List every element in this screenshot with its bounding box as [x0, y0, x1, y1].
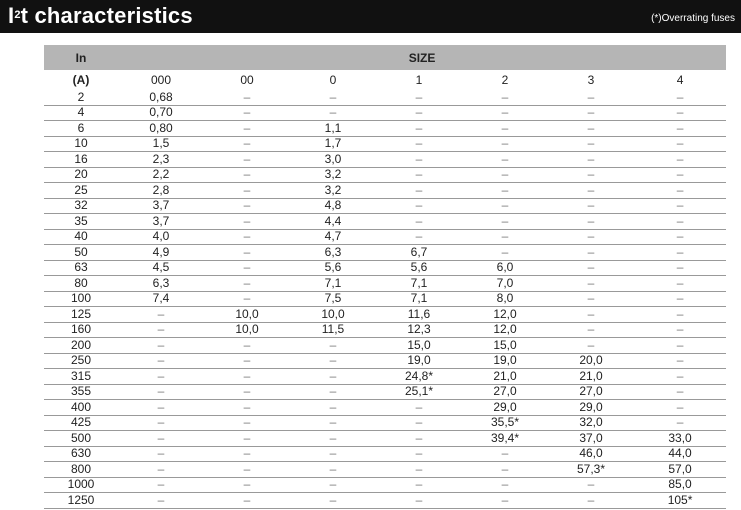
i2t-value-cell: 2,2 [118, 167, 204, 183]
i2t-value-cell: 35,5* [462, 415, 548, 431]
i2t-value-cell: – [376, 183, 462, 199]
i2t-value-cell: 10,0 [204, 307, 290, 323]
table-row [44, 152, 726, 168]
table-row [44, 121, 726, 137]
i2t-value-cell: – [204, 400, 290, 416]
i2t-value-cell: – [290, 462, 376, 478]
i2t-value-cell: 57,3* [548, 462, 634, 478]
i2t-value-cell: 7,1 [376, 276, 462, 292]
i2t-value-cell: – [204, 384, 290, 400]
i2t-value-cell: 2,8 [118, 183, 204, 199]
i2t-value-cell: – [290, 384, 376, 400]
i2t-value-cell: – [548, 477, 634, 493]
rated-current-cell: 2 [44, 90, 118, 105]
title-bar [0, 0, 741, 33]
i2t-value-cell: – [462, 121, 548, 137]
rated-current-cell: 80 [44, 276, 118, 292]
table-row [44, 384, 726, 400]
title-letter: I [8, 3, 15, 28]
i2t-value-cell: – [204, 415, 290, 431]
i2t-value-cell: – [634, 229, 726, 245]
i2t-value-cell: 29,0 [548, 400, 634, 416]
i2t-value-cell: 7,4 [118, 291, 204, 307]
i2t-value-cell: – [634, 369, 726, 385]
i2t-value-cell: – [462, 493, 548, 509]
i2t-value-cell: – [376, 90, 462, 105]
i2t-value-cell: – [376, 214, 462, 230]
i2t-value-cell: 7,1 [290, 276, 376, 292]
i2t-value-cell: – [548, 338, 634, 354]
i2t-value-cell: – [548, 198, 634, 214]
i2t-value-cell: – [204, 136, 290, 152]
i2t-value-cell: 39,4* [462, 431, 548, 447]
rated-current-cell: 16 [44, 152, 118, 168]
i2t-value-cell: 4,9 [118, 245, 204, 261]
title-text: t characteristics [20, 3, 193, 28]
i2t-value-cell: – [634, 105, 726, 121]
i2t-value-cell: 21,0 [548, 369, 634, 385]
i2t-value-cell: 29,0 [462, 400, 548, 416]
rated-current-cell: 40 [44, 229, 118, 245]
i2t-value-cell: – [204, 167, 290, 183]
i2t-value-cell: – [204, 276, 290, 292]
rated-current-cell: 32 [44, 198, 118, 214]
i2t-value-cell: 1,5 [118, 136, 204, 152]
table-row [44, 369, 726, 385]
i2t-value-cell: – [204, 477, 290, 493]
i2t-value-cell: – [548, 307, 634, 323]
in-header: In [44, 45, 118, 70]
table-row [44, 90, 726, 105]
i2t-value-cell: – [118, 353, 204, 369]
i2t-value-cell: 27,0 [548, 384, 634, 400]
size-column-header: 4 [676, 73, 684, 87]
size-column-header: 0 [329, 73, 337, 87]
i2t-value-cell: – [462, 152, 548, 168]
i2t-value-cell: – [548, 105, 634, 121]
i2t-value-cell: – [376, 198, 462, 214]
i2t-value-cell: – [290, 400, 376, 416]
i2t-value-cell: – [634, 384, 726, 400]
i2t-value-cell: – [462, 105, 548, 121]
i2t-value-cell: 3,2 [290, 167, 376, 183]
i2t-value-cell: 2,3 [118, 152, 204, 168]
table-row [44, 105, 726, 121]
size-column-header: 000 [150, 73, 172, 87]
i2t-value-cell: – [376, 229, 462, 245]
table-row [44, 291, 726, 307]
rated-current-cell: 20 [44, 167, 118, 183]
i2t-value-cell: – [634, 353, 726, 369]
rated-current-cell: 1000 [44, 477, 118, 493]
i2t-value-cell: – [290, 431, 376, 447]
i2t-value-cell: – [634, 307, 726, 323]
table-row [44, 229, 726, 245]
table-row [44, 276, 726, 292]
i2t-value-cell: 1,7 [290, 136, 376, 152]
i2t-value-cell: – [376, 400, 462, 416]
rated-current-cell: 100 [44, 291, 118, 307]
i2t-value-cell: – [462, 214, 548, 230]
i2t-value-cell: – [290, 90, 376, 105]
i2t-value-cell: 0,68 [118, 90, 204, 105]
i2t-value-cell: 12,0 [462, 307, 548, 323]
i2t-value-cell: – [548, 276, 634, 292]
i2t-value-cell: – [376, 415, 462, 431]
i2t-value-cell: – [376, 121, 462, 137]
i2t-value-cell: – [376, 152, 462, 168]
i2t-value-cell: 7,5 [290, 291, 376, 307]
i2t-value-cell: – [204, 338, 290, 354]
i2t-value-cell: 20,0 [548, 353, 634, 369]
i2t-value-cell: 6,0 [462, 260, 548, 276]
i2t-value-cell: – [548, 183, 634, 199]
i2t-value-cell: – [634, 90, 726, 105]
table-row [44, 431, 726, 447]
i2t-value-cell: 37,0 [548, 431, 634, 447]
i2t-value-cell: – [634, 260, 726, 276]
i2t-value-cell: – [376, 105, 462, 121]
i2t-value-cell: – [462, 167, 548, 183]
i2t-value-cell: – [634, 198, 726, 214]
i2t-value-cell: – [204, 214, 290, 230]
i2t-value-cell: – [118, 384, 204, 400]
i2t-value-cell: – [548, 167, 634, 183]
i2t-value-cell: – [634, 183, 726, 199]
i2t-value-cell: 8,0 [462, 291, 548, 307]
table-row [44, 493, 726, 509]
i2t-value-cell: – [634, 136, 726, 152]
i2t-value-cell: 3,7 [118, 214, 204, 230]
i2t-value-cell: – [376, 167, 462, 183]
i2t-value-cell: – [548, 214, 634, 230]
i2t-value-cell: – [548, 136, 634, 152]
table-row [44, 307, 726, 323]
i2t-value-cell: – [118, 369, 204, 385]
rated-current-cell: 500 [44, 431, 118, 447]
rated-current-cell: 1250 [44, 493, 118, 509]
i2t-value-cell: 44,0 [634, 446, 726, 462]
i2t-value-cell: – [462, 198, 548, 214]
i2t-value-cell: – [634, 167, 726, 183]
i2t-value-cell: – [118, 307, 204, 323]
table-row [44, 214, 726, 230]
i2t-value-cell: – [634, 400, 726, 416]
i2t-value-cell: – [548, 291, 634, 307]
rated-current-cell: 25 [44, 183, 118, 199]
i2t-value-cell: 10,0 [204, 322, 290, 338]
i2t-value-cell: 3,0 [290, 152, 376, 168]
size-header: SIZE [118, 45, 726, 70]
size-column-header: 00 [240, 73, 254, 87]
i2t-value-cell: – [204, 462, 290, 478]
i2t-value-cell: – [204, 105, 290, 121]
i2t-value-cell: – [462, 183, 548, 199]
rated-current-cell: 4 [44, 105, 118, 121]
rated-current-cell: 6 [44, 121, 118, 137]
i2t-value-cell: 46,0 [548, 446, 634, 462]
unit-header: (A) [72, 73, 90, 87]
i2t-value-cell: 4,5 [118, 260, 204, 276]
i2t-value-cell: – [548, 322, 634, 338]
table-header-row [44, 45, 726, 70]
i2t-value-cell: 27,0 [462, 384, 548, 400]
table-body [44, 90, 726, 508]
rated-current-cell: 355 [44, 384, 118, 400]
i2t-value-cell: 0,80 [118, 121, 204, 137]
rated-current-cell: 50 [44, 245, 118, 261]
i2t-value-cell: 3,7 [118, 198, 204, 214]
i2t-value-cell: – [548, 121, 634, 137]
size-column-header: 1 [415, 73, 423, 87]
i2t-value-cell: 33,0 [634, 431, 726, 447]
i2t-value-cell: – [548, 245, 634, 261]
i2t-value-cell: 105* [634, 493, 726, 509]
rated-current-cell: 250 [44, 353, 118, 369]
i2t-value-cell: – [290, 415, 376, 431]
rated-current-cell: 63 [44, 260, 118, 276]
i2t-value-cell: 85,0 [634, 477, 726, 493]
i2t-value-cell: – [462, 90, 548, 105]
i2t-value-cell: – [290, 477, 376, 493]
i2t-value-cell: – [376, 446, 462, 462]
i2t-value-cell: – [376, 462, 462, 478]
i2t-table [44, 45, 726, 509]
table-row [44, 477, 726, 493]
i2t-value-cell: 7,0 [462, 276, 548, 292]
i2t-value-cell: – [204, 229, 290, 245]
i2t-value-cell: – [290, 338, 376, 354]
i2t-value-cell: – [118, 446, 204, 462]
i2t-value-cell: – [634, 415, 726, 431]
size-column-header: 2 [501, 73, 509, 87]
i2t-value-cell: 25,1* [376, 384, 462, 400]
i2t-value-cell: – [376, 136, 462, 152]
i2t-value-cell: 10,0 [290, 307, 376, 323]
i2t-value-cell: – [118, 431, 204, 447]
i2t-value-cell: 15,0 [376, 338, 462, 354]
rated-current-cell: 630 [44, 446, 118, 462]
i2t-value-cell: – [376, 431, 462, 447]
i2t-value-cell: 19,0 [462, 353, 548, 369]
i2t-value-cell: – [204, 369, 290, 385]
i2t-value-cell: 21,0 [462, 369, 548, 385]
i2t-value-cell: – [462, 229, 548, 245]
i2t-value-cell: 4,8 [290, 198, 376, 214]
i2t-value-cell: – [204, 260, 290, 276]
i2t-value-cell: – [118, 493, 204, 509]
i2t-value-cell: – [118, 322, 204, 338]
i2t-value-cell: 32,0 [548, 415, 634, 431]
i2t-value-cell: – [634, 338, 726, 354]
rated-current-cell: 160 [44, 322, 118, 338]
table-row [44, 183, 726, 199]
i2t-value-cell: – [204, 121, 290, 137]
table-row [44, 462, 726, 478]
i2t-value-cell: – [634, 276, 726, 292]
i2t-value-cell: – [118, 477, 204, 493]
table-row [44, 167, 726, 183]
i2t-value-cell: 3,2 [290, 183, 376, 199]
i2t-value-cell: – [118, 400, 204, 416]
i2t-value-cell: – [204, 353, 290, 369]
i2t-value-cell: 11,6 [376, 307, 462, 323]
i2t-value-cell: 6,3 [290, 245, 376, 261]
page-title [8, 3, 193, 29]
table-row [44, 338, 726, 354]
i2t-value-cell: – [634, 322, 726, 338]
table-row [44, 260, 726, 276]
title-superscript: 2 [14, 9, 21, 21]
i2t-value-cell: – [548, 90, 634, 105]
i2t-value-cell: – [376, 493, 462, 509]
i2t-value-cell: – [290, 105, 376, 121]
i2t-value-cell: – [548, 493, 634, 509]
i2t-value-cell: – [204, 90, 290, 105]
i2t-value-cell: – [118, 338, 204, 354]
i2t-value-cell: 7,1 [376, 291, 462, 307]
table-row [44, 198, 726, 214]
table-row [44, 400, 726, 416]
i2t-value-cell: – [376, 477, 462, 493]
i2t-value-cell: – [462, 477, 548, 493]
rated-current-cell: 35 [44, 214, 118, 230]
i2t-value-cell: – [204, 198, 290, 214]
table-row [44, 136, 726, 152]
size-subheader-row [44, 70, 726, 90]
i2t-value-cell: 4,0 [118, 229, 204, 245]
i2t-value-cell: – [634, 152, 726, 168]
rated-current-cell: 200 [44, 338, 118, 354]
rated-current-cell: 315 [44, 369, 118, 385]
i2t-value-cell: – [118, 462, 204, 478]
rated-current-cell: 800 [44, 462, 118, 478]
i2t-value-cell: 12,0 [462, 322, 548, 338]
i2t-value-cell: 24,8* [376, 369, 462, 385]
i2t-value-cell: – [204, 446, 290, 462]
i2t-value-cell: 15,0 [462, 338, 548, 354]
i2t-value-cell: – [290, 369, 376, 385]
i2t-value-cell: 11,5 [290, 322, 376, 338]
size-column-header: 3 [587, 73, 595, 87]
i2t-value-cell: 6,3 [118, 276, 204, 292]
i2t-value-cell: – [290, 493, 376, 509]
i2t-value-cell: – [462, 446, 548, 462]
i2t-value-cell: – [548, 152, 634, 168]
i2t-value-cell: – [204, 431, 290, 447]
i2t-value-cell: – [204, 152, 290, 168]
i2t-value-cell: – [462, 136, 548, 152]
i2t-value-cell: – [462, 462, 548, 478]
rated-current-cell: 10 [44, 136, 118, 152]
i2t-value-cell: – [290, 446, 376, 462]
i2t-value-cell: 6,7 [376, 245, 462, 261]
i2t-value-cell: – [204, 245, 290, 261]
i2t-value-cell: 57,0 [634, 462, 726, 478]
rated-current-cell: 125 [44, 307, 118, 323]
i2t-value-cell: – [548, 260, 634, 276]
i2t-value-cell: 5,6 [290, 260, 376, 276]
i2t-value-cell: – [290, 353, 376, 369]
table-row [44, 245, 726, 261]
i2t-value-cell: 5,6 [376, 260, 462, 276]
overrating-note: (*)Overrating fuses [651, 13, 735, 24]
i2t-value-cell: – [204, 493, 290, 509]
i2t-value-cell: 19,0 [376, 353, 462, 369]
i2t-value-cell: – [118, 415, 204, 431]
i2t-value-cell: – [204, 183, 290, 199]
i2t-value-cell: – [634, 291, 726, 307]
rated-current-cell: 425 [44, 415, 118, 431]
table-row [44, 353, 726, 369]
i2t-value-cell: 0,70 [118, 105, 204, 121]
i2t-value-cell: 4,7 [290, 229, 376, 245]
i2t-value-cell: – [204, 291, 290, 307]
table-row [44, 322, 726, 338]
i2t-value-cell: – [548, 229, 634, 245]
i2t-value-cell: – [462, 245, 548, 261]
i2t-value-cell: – [634, 121, 726, 137]
rated-current-cell: 400 [44, 400, 118, 416]
i2t-value-cell: 12,3 [376, 322, 462, 338]
i2t-value-cell: – [634, 214, 726, 230]
table-row [44, 415, 726, 431]
table-row [44, 446, 726, 462]
i2t-value-cell: – [634, 245, 726, 261]
i2t-value-cell: 1,1 [290, 121, 376, 137]
i2t-value-cell: 4,4 [290, 214, 376, 230]
